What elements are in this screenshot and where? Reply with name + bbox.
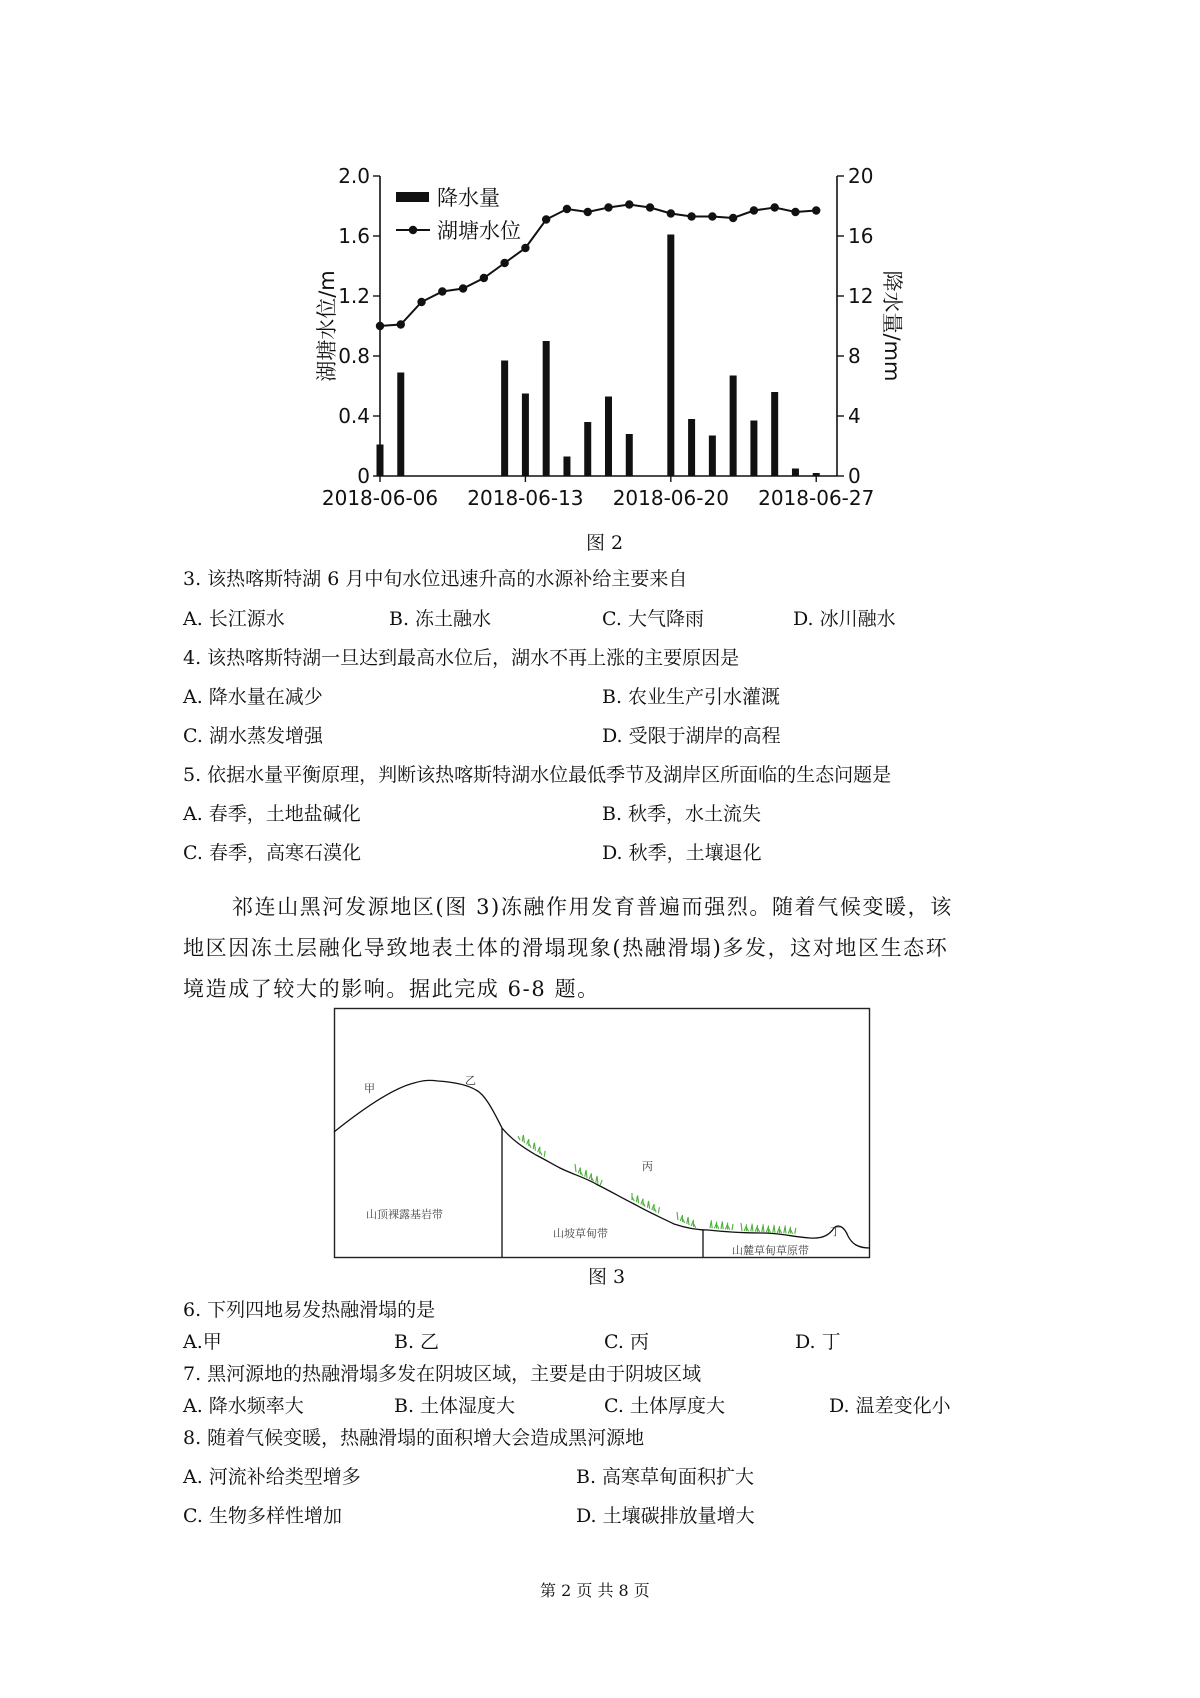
grass-blade bbox=[795, 1228, 796, 1234]
question-5-option-c: C. 春季，高寒石漠化 bbox=[183, 842, 361, 864]
grass-blade bbox=[647, 1202, 648, 1208]
precipitation-bar bbox=[792, 469, 799, 477]
water-level-point bbox=[563, 205, 571, 213]
water-level-point bbox=[708, 212, 716, 220]
precipitation-bar bbox=[626, 434, 633, 476]
precipitation-bar bbox=[543, 341, 550, 476]
question-7-option-d: D. 温差变化小 bbox=[829, 1395, 951, 1417]
left-axis-tick-label: 0.8 bbox=[338, 344, 370, 368]
grass-blade bbox=[636, 1196, 637, 1202]
question-8-option-a: A. 河流补给类型增多 bbox=[183, 1466, 361, 1488]
precipitation-bar bbox=[501, 361, 508, 477]
water-level-point bbox=[667, 209, 675, 217]
water-level-point bbox=[397, 320, 405, 328]
water-level-point bbox=[750, 206, 758, 214]
precipitation-bar bbox=[397, 373, 404, 477]
question-7-option-c: C. 土体厚度大 bbox=[604, 1395, 725, 1417]
left-axis-tick-label: 0 bbox=[357, 464, 370, 488]
grass-blade bbox=[721, 1223, 722, 1229]
grass-blade bbox=[763, 1224, 764, 1232]
question-5-option-b: B. 秋季，水土流失 bbox=[602, 803, 762, 825]
water-level-point bbox=[500, 259, 508, 267]
question-4-option-c: C. 湖水蒸发增强 bbox=[183, 725, 323, 747]
grass-blade bbox=[785, 1225, 786, 1233]
question-8-option-b: B. 高寒草甸面积扩大 bbox=[576, 1466, 755, 1488]
legend-label-precipitation: 降水量 bbox=[437, 186, 500, 210]
point-label-jia: 甲 bbox=[364, 1082, 375, 1095]
zone-label-piedmont: 山麓草甸草原带 bbox=[732, 1244, 809, 1257]
water-level-point bbox=[584, 208, 592, 216]
precipitation-bar bbox=[563, 457, 570, 477]
water-level-point bbox=[376, 322, 384, 330]
question-5-option-a: A. 春季，土地盐碱化 bbox=[183, 803, 361, 825]
water-level-point bbox=[417, 298, 425, 306]
question-6-option-a: A.甲 bbox=[183, 1331, 222, 1353]
page-footer: 第 2 页 共 8 页 bbox=[540, 1581, 650, 1600]
precipitation-bar bbox=[813, 473, 820, 476]
left-axis-tick-label: 1.6 bbox=[338, 224, 370, 248]
right-axis-tick-label: 12 bbox=[848, 284, 874, 308]
grass-blade bbox=[534, 1143, 535, 1151]
precipitation-bar bbox=[605, 397, 612, 477]
right-axis-tick-label: 4 bbox=[848, 404, 861, 428]
left-axis-label: 湖塘水位/m bbox=[315, 270, 339, 382]
grass-blade bbox=[773, 1227, 774, 1233]
question-3-option-d: D. 冰川融水 bbox=[793, 608, 896, 630]
precipitation-bar bbox=[584, 422, 591, 476]
point-label-ding: 丁 bbox=[830, 1225, 841, 1238]
grass-blade bbox=[649, 1201, 650, 1209]
grass-blade bbox=[688, 1217, 689, 1225]
grass-blade bbox=[741, 1223, 742, 1231]
question-3-option-b: B. 冻土融水 bbox=[389, 608, 492, 630]
water-level-point bbox=[687, 212, 695, 220]
grass-blade bbox=[784, 1227, 785, 1233]
water-level-point bbox=[812, 206, 820, 214]
water-level-point bbox=[542, 215, 550, 223]
terrain-profile-line bbox=[334, 1080, 870, 1248]
grass-blade bbox=[638, 1195, 639, 1203]
figure-3-caption: 图 3 bbox=[588, 1266, 626, 1288]
left-axis-tick-label: 2.0 bbox=[338, 164, 370, 188]
zone-label-slope-meadow: 山坡草甸带 bbox=[553, 1227, 608, 1240]
question-3-option-a: A. 长江源水 bbox=[183, 608, 285, 630]
zone-label-bedrock: 山顶裸露基岩带 bbox=[366, 1208, 443, 1221]
passage-line-3: 境造成了较大的影响。据此完成 6-8 题。 bbox=[183, 977, 600, 1001]
grass-blade bbox=[544, 1151, 545, 1157]
x-axis-tick-label: 2018-06-27 bbox=[758, 486, 875, 510]
right-axis-label: 降水量/mm bbox=[880, 270, 904, 382]
question-4-option-b: B. 农业生产引水灌溉 bbox=[602, 686, 781, 708]
grass-blade bbox=[597, 1176, 598, 1184]
grass-blade bbox=[518, 1136, 520, 1140]
grass-blade bbox=[774, 1225, 775, 1233]
grass-blade bbox=[752, 1224, 753, 1232]
grass-blade bbox=[586, 1170, 587, 1178]
right-axis-tick-label: 16 bbox=[848, 224, 874, 248]
water-level-point bbox=[459, 284, 467, 292]
question-8-option-d: D. 土壤碳排放量增大 bbox=[576, 1505, 755, 1527]
grass-blade bbox=[523, 1135, 524, 1143]
grass-blade bbox=[687, 1218, 688, 1224]
water-level-point bbox=[729, 214, 737, 222]
question-6-stem: 6. 下列四地易发热融滑塌的是 bbox=[183, 1299, 436, 1321]
x-axis-tick-label: 2018-06-13 bbox=[467, 486, 584, 510]
water-level-point bbox=[770, 203, 778, 211]
legend-label-water-level: 湖塘水位 bbox=[437, 219, 521, 243]
point-label-bing: 丙 bbox=[642, 1160, 653, 1173]
precipitation-bar bbox=[771, 392, 778, 476]
passage-line-1: 祁连山黑河发源地区(图 3)冻融作用发育普遍而强烈。随着气候变暖，该 bbox=[232, 895, 953, 919]
grass-blade bbox=[575, 1164, 576, 1172]
grass-blade bbox=[711, 1220, 712, 1228]
grass-blade bbox=[596, 1177, 597, 1183]
question-5-option-d: D. 秋季，土壤退化 bbox=[602, 842, 762, 864]
grass-vegetation bbox=[518, 1135, 796, 1234]
right-axis-tick-label: 20 bbox=[848, 164, 874, 188]
question-5-stem: 5. 依据水量平衡原理，判断该热喀斯特湖水位最低季节及湖岸区所面临的生态问题是 bbox=[183, 764, 892, 786]
question-4-stem: 4. 该热喀斯特湖一旦达到最高水位后，湖水不再上涨的主要原因是 bbox=[183, 647, 740, 669]
water-level-point bbox=[521, 244, 529, 252]
question-3-stem: 3. 该热喀斯特湖 6 月中旬水位迅速升高的水源补给主要来自 bbox=[183, 568, 688, 590]
precipitation-bar bbox=[709, 436, 716, 477]
right-axis-tick-label: 8 bbox=[848, 344, 861, 368]
legend-swatch-water-level-point bbox=[409, 226, 417, 234]
question-7-stem: 7. 黑河源地的热融滑塌多发在阴坡区域，主要是由于阴坡区域 bbox=[183, 1363, 702, 1385]
precipitation-bar bbox=[688, 419, 695, 476]
water-level-point bbox=[438, 287, 446, 295]
figure-3-diagram bbox=[334, 1008, 870, 1258]
water-level-point bbox=[791, 208, 799, 216]
question-7-option-b: B. 土体湿度大 bbox=[394, 1395, 516, 1417]
grass-blade bbox=[710, 1222, 711, 1228]
question-7-option-a: A. 降水频率大 bbox=[183, 1395, 304, 1417]
precipitation-bar bbox=[730, 376, 737, 477]
figure-2-caption: 图 2 bbox=[586, 532, 624, 554]
precipitation-bar bbox=[750, 421, 757, 477]
point-label-yi: 乙 bbox=[465, 1074, 476, 1087]
grass-blade bbox=[762, 1226, 763, 1232]
legend-swatch-precipitation bbox=[396, 192, 429, 202]
water-level-point bbox=[480, 274, 488, 282]
grass-blade bbox=[585, 1171, 586, 1177]
passage-line-2: 地区因冻土层融化导致地表土体的滑塌现象(热融滑塌)多发，这对地区生态环 bbox=[183, 936, 949, 960]
grass-blade bbox=[751, 1226, 752, 1232]
water-level-point bbox=[604, 203, 612, 211]
question-4-option-d: D. 受限于湖岸的高程 bbox=[602, 725, 781, 747]
question-8-option-c: C. 生物多样性增加 bbox=[183, 1505, 342, 1527]
left-axis-tick-label: 0.4 bbox=[338, 404, 370, 428]
grass-blade bbox=[600, 1180, 602, 1185]
x-axis-tick-label: 2018-06-06 bbox=[321, 486, 439, 510]
figure-2-chart bbox=[300, 160, 904, 520]
grass-blade bbox=[677, 1212, 678, 1220]
question-3-option-c: C. 大气降雨 bbox=[602, 608, 704, 630]
grass-blade bbox=[722, 1221, 723, 1229]
precipitation-bar bbox=[377, 445, 384, 477]
precipitation-bar bbox=[522, 394, 529, 477]
question-4-option-a: A. 降水量在减少 bbox=[183, 686, 323, 708]
question-8-stem: 8. 随着气候变暖，热融滑塌的面积增大会造成黑河源地 bbox=[183, 1427, 645, 1449]
grass-blade bbox=[732, 1224, 733, 1230]
left-axis-tick-label: 1.2 bbox=[338, 284, 370, 308]
right-axis-tick-label: 0 bbox=[848, 464, 861, 488]
question-6-option-d: D. 丁 bbox=[795, 1331, 841, 1353]
question-6-option-b: B. 乙 bbox=[394, 1331, 440, 1353]
water-level-point bbox=[625, 200, 633, 208]
precipitation-bar bbox=[667, 235, 674, 477]
x-axis-tick-label: 2018-06-20 bbox=[612, 486, 729, 510]
water-level-point bbox=[646, 203, 654, 211]
grass-blade bbox=[658, 1207, 659, 1213]
question-6-option-c: C. 丙 bbox=[604, 1331, 649, 1353]
